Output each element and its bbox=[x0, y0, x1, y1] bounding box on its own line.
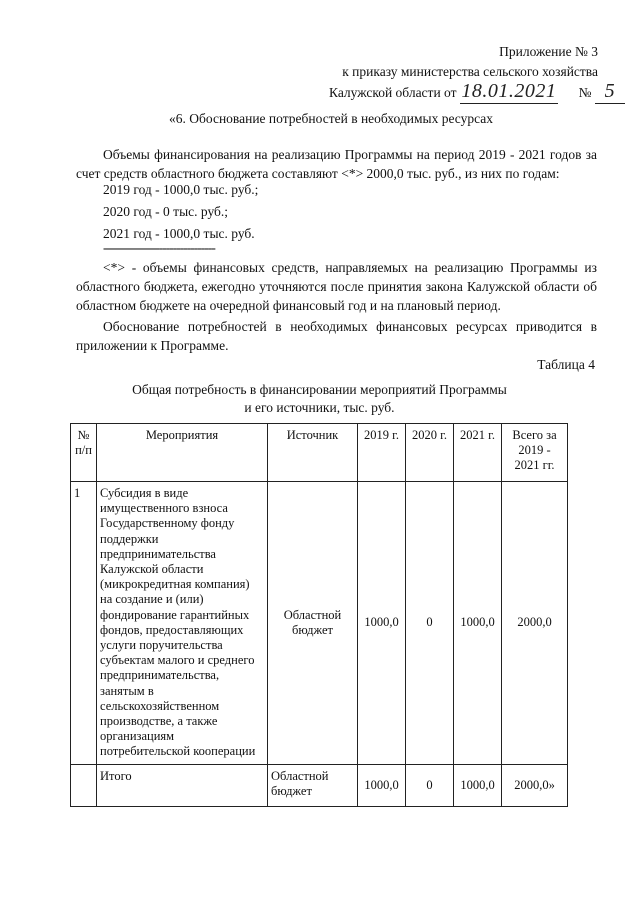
header-activity: Мероприятия bbox=[97, 424, 268, 482]
handwritten-date: 18.01.2021 bbox=[461, 80, 557, 102]
year-2019-line: 2019 год - 1000,0 тыс. руб.; bbox=[103, 182, 259, 197]
section-title: «6. Обоснование потребностей в необходимых ресурсах bbox=[169, 111, 493, 126]
justification-paragraph: Обоснование потребностей в необходимых финансовых ресурсах приводится в приложении к Программе. bbox=[76, 319, 597, 353]
header-2021: 2021 г. bbox=[454, 424, 502, 482]
header-2020: 2020 г. bbox=[406, 424, 454, 482]
row1-source: Областной бюджет bbox=[268, 482, 358, 765]
table-total-row bbox=[71, 764, 568, 806]
table-title-line2: и его источники, тыс. руб. bbox=[244, 400, 395, 415]
total-num bbox=[71, 764, 97, 806]
funding-paragraph: Объемы финансирования на реализацию Программы на период 2019 - 2021 годов за счет средств областного бюджета составляют <*> 2000,0 тыс. руб., из них по годам: bbox=[76, 147, 597, 181]
total-2019: 1000,0 bbox=[358, 764, 406, 806]
handwritten-number: 5 bbox=[595, 80, 625, 104]
table-row bbox=[71, 482, 568, 765]
row1-num: 1 bbox=[71, 482, 97, 765]
year-2020-line: 2020 год - 0 тыс. руб.; bbox=[103, 204, 229, 219]
order-reference: к приказу министерства сельского хозяйства bbox=[342, 64, 598, 79]
appendix-label: Приложение № 3 bbox=[499, 44, 598, 59]
total-activity: Итого bbox=[97, 764, 268, 806]
row1-2021: 1000,0 bbox=[454, 482, 502, 765]
footnote-separator: -------------------------------- bbox=[103, 240, 215, 255]
order-number-label: № bbox=[578, 85, 592, 100]
total-source: Областной бюджет bbox=[268, 764, 358, 806]
row1-2019: 1000,0 bbox=[358, 482, 406, 765]
table-label: Таблица 4 bbox=[537, 357, 595, 372]
total-2020: 0 bbox=[406, 764, 454, 806]
total-total: 2000,0» bbox=[502, 764, 568, 806]
total-2021: 1000,0 bbox=[454, 764, 502, 806]
row1-activity: Субсидия в виде имущественного взноса Государственному фонду поддержки предпринимательства Калужской области (микрокредитная компания) на создание и (или) фондирование гарантийных фондов, предоставляющих услуги поручительства субъектам малого и среднего предпринимательства, занятым в сельскохозяйственном производстве, а также организациям потребительской кооперации bbox=[97, 482, 268, 765]
header-source: Источник bbox=[268, 424, 358, 482]
order-date-line bbox=[329, 80, 625, 104]
header-total: Всего за 2019 - 2021 гг. bbox=[502, 424, 568, 482]
row1-total: 2000,0 bbox=[502, 482, 568, 765]
footnote-text: <*> - объемы финансовых средств, направляемых на реализацию Программы из областного бюджета, ежегодно уточняются после принятия закона Калужской области об областном бюджете на очередной финансовый год и на плановый период. bbox=[76, 260, 597, 313]
row1-2020: 0 bbox=[406, 482, 454, 765]
order-date-prefix: Калужской области от bbox=[329, 85, 457, 100]
table-header-row bbox=[71, 424, 568, 482]
year-2021-line: 2021 год - 1000,0 тыс. руб. bbox=[103, 226, 255, 241]
header-num: № п/п bbox=[71, 424, 97, 482]
table-title-line1: Общая потребность в финансировании мероприятий Программы bbox=[132, 382, 507, 397]
header-2019: 2019 г. bbox=[358, 424, 406, 482]
funding-table bbox=[70, 423, 568, 807]
